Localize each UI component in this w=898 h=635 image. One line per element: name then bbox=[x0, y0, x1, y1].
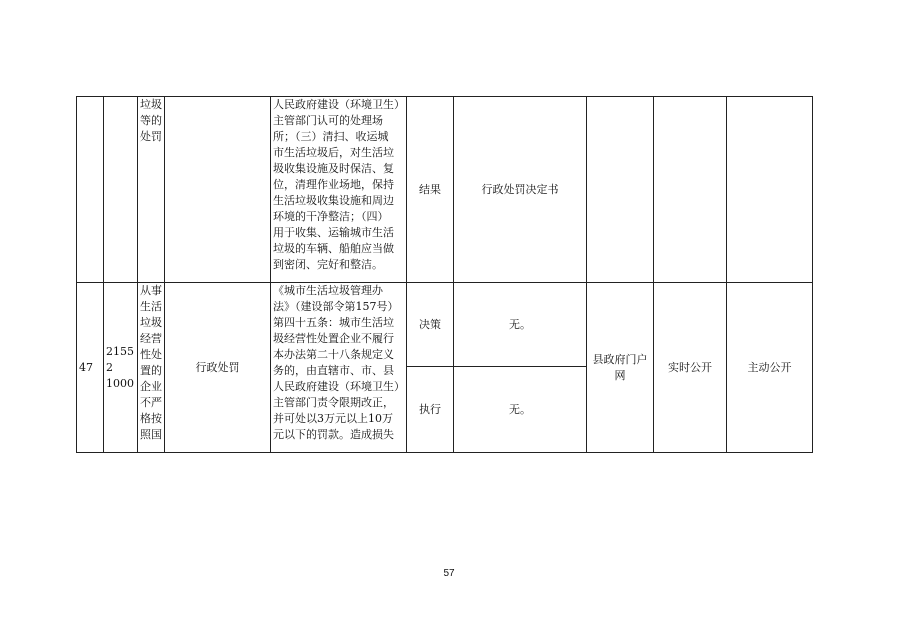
disclosure-table bbox=[76, 96, 813, 453]
item-name-line: 垃圾 bbox=[140, 316, 162, 329]
legal-basis-cell bbox=[271, 283, 407, 453]
basis-line: 到密闭、完好和整洁。 bbox=[273, 258, 383, 271]
basis-line: 务的，由直辖市、市、县 bbox=[273, 364, 394, 377]
code-cell bbox=[104, 283, 138, 453]
basis-line: 本办法第二十八条规定义 bbox=[273, 348, 394, 361]
content-cell: 行政处罚决定书 bbox=[454, 97, 587, 283]
item-name-line: 处罚 bbox=[140, 130, 162, 143]
basis-line: 所；（三）清扫、收运城 bbox=[273, 130, 389, 143]
channel-cell bbox=[587, 283, 654, 453]
channel-line: 网 bbox=[614, 368, 626, 382]
item-name-line: 企业 bbox=[140, 380, 162, 393]
method-cell: 主动公开 bbox=[727, 283, 813, 453]
basis-line: 生活垃圾收集设施和周边 bbox=[273, 194, 394, 207]
timing-cell bbox=[654, 97, 727, 283]
channel-line: 县政府门户 bbox=[592, 352, 648, 366]
timing-cell: 实时公开 bbox=[654, 283, 727, 453]
basis-line: 市生活垃圾后，对生活垃 bbox=[273, 146, 394, 159]
content-cell: 无。 bbox=[454, 367, 587, 453]
page-number: 57 bbox=[443, 568, 455, 579]
basis-line: 圾经营性处置企业不履行 bbox=[273, 332, 394, 345]
stage-cell: 决策 bbox=[407, 283, 454, 367]
method-cell bbox=[727, 97, 813, 283]
item-name-line: 生活 bbox=[140, 300, 162, 313]
table-row bbox=[77, 283, 813, 367]
basis-line: 人民政府建设（环境卫生） bbox=[273, 98, 405, 111]
code-cell bbox=[104, 97, 138, 283]
basis-line: 主管部门责令限期改正， bbox=[273, 396, 394, 409]
item-name-cell bbox=[138, 97, 165, 283]
item-name-line: 照国 bbox=[140, 428, 162, 441]
seq-cell: 47 bbox=[77, 283, 104, 453]
code-line: 21552 bbox=[106, 344, 134, 374]
basis-line: 位，清理作业场地，保持 bbox=[273, 178, 394, 191]
category-cell: 行政处罚 bbox=[165, 283, 271, 453]
basis-line: 第四十五条：城市生活垃 bbox=[273, 316, 394, 329]
item-name-line: 不严 bbox=[140, 396, 162, 409]
item-name-line: 从事 bbox=[140, 284, 162, 297]
stage-cell: 执行 bbox=[407, 367, 454, 453]
basis-line: 环境的干净整洁；（四） bbox=[273, 210, 389, 223]
channel-cell bbox=[587, 97, 654, 283]
item-name-cell bbox=[138, 283, 165, 453]
item-name-line: 置的 bbox=[140, 364, 162, 377]
item-name-line: 等的 bbox=[140, 114, 162, 127]
basis-line: 圾收集设施及时保洁、复 bbox=[273, 162, 394, 175]
basis-line: 并可处以3万元以上10万 bbox=[273, 412, 393, 425]
basis-line: 《城市生活垃圾管理办 bbox=[273, 284, 383, 297]
basis-line: 用于收集、运输城市生活 bbox=[273, 226, 394, 239]
item-name-line: 性处 bbox=[140, 348, 162, 361]
basis-line: 法》（建设部令第157号） bbox=[273, 300, 399, 313]
stage-cell: 结果 bbox=[407, 97, 454, 283]
item-name-line: 经营 bbox=[140, 332, 162, 345]
category-cell bbox=[165, 97, 271, 283]
seq-cell bbox=[77, 97, 104, 283]
basis-line: 垃圾的车辆、船舶应当做 bbox=[273, 242, 394, 255]
basis-line: 元以下的罚款。造成损失 bbox=[273, 428, 394, 441]
item-name-line: 垃圾 bbox=[140, 98, 162, 111]
basis-line: 主管部门认可的处理场 bbox=[273, 114, 383, 127]
legal-basis-cell bbox=[271, 97, 407, 283]
basis-line: 人民政府建设（环境卫生） bbox=[273, 380, 405, 393]
code-line: 1000 bbox=[106, 376, 134, 390]
table-row bbox=[77, 97, 813, 283]
item-name-line: 格按 bbox=[140, 412, 162, 425]
content-cell: 无。 bbox=[454, 283, 587, 367]
